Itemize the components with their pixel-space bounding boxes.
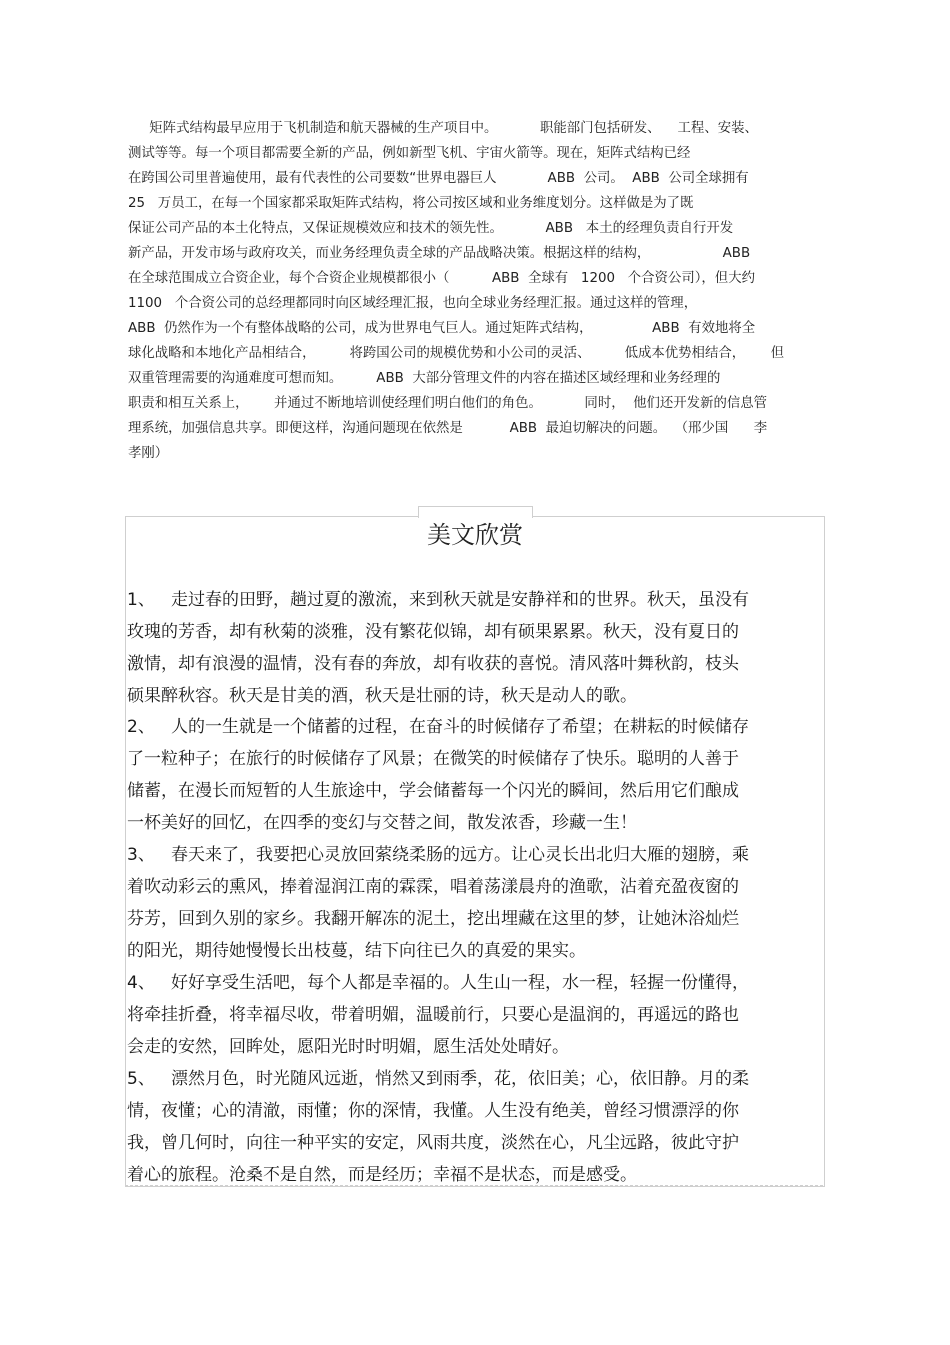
- intro-line: 在全球范围成立合资企业，每个合资企业规模都很小（ ABB 全球有 1200 个合资公司），但大约: [128, 271, 755, 286]
- essay-line: 情，夜懂；心的清澈，雨懂；你的深情，我懂。人生没有绝美，曾经习惯漂浮的你: [127, 1101, 739, 1121]
- essay-line: 4、 好好享受生活吧，每个人都是幸福的。人生山一程，水一程，轻握一份懂得，: [127, 973, 750, 993]
- intro-line: 矩阵式结构最早应用于飞机制造和航天器械的生产项目中。 职能部门包括研发、 工程、安装、: [128, 121, 758, 136]
- intro-line: 理系统，加强信息共享。即便这样，沟通问题现在依然是 ABB 最迫切解决的问题。 （邢少国 李: [128, 421, 768, 436]
- essay-line: 会走的安然，回眸处，愿阳光时时明媚，愿生活处处晴好。: [127, 1037, 569, 1057]
- intro-line: 新产品，开发市场与政府攻关，而业务经理负责全球的产品战略决策。根据这样的结构， ABB: [128, 246, 751, 261]
- essay-line: 的阳光，期待她慢慢长出枝蔓，结下向往已久的真爱的果实。: [127, 941, 586, 961]
- essay-line: 1、 走过春的田野，趟过夏的激流，来到秋天就是安静祥和的世界。秋天，虽没有: [127, 590, 750, 610]
- intro-line: 测试等等。每一个项目都需要全新的产品，例如新型飞机、宇宙火箭等。现在，矩阵式结构已经: [128, 146, 691, 161]
- intro-line: 球化战略和本地化产品相结合， 将跨国公司的规模优势和小公司的灵活、 低成本优势相结合， 但: [128, 346, 785, 361]
- essay-line: 玫瑰的芳香，却有秋菊的淡雅，没有繁花似锦，却有硕果累累。秋天，没有夏日的: [127, 622, 739, 642]
- intro-line: ABB 仍然作为一个有整体战略的公司，成为世界电气巨人。通过矩阵式结构， ABB 有效地将全: [128, 321, 756, 336]
- essay-line: 激情，却有浪漫的温情，没有春的奔放，却有收获的喜悦。清风落叶舞秋韵，枝头: [127, 654, 739, 674]
- box-bottom-divider: [125, 1185, 823, 1186]
- essay-line: 我，曾几何时，向往一种平实的安定，风雨共度，淡然在心，凡尘远路，彼此守护: [127, 1133, 739, 1153]
- essay-line: 着吹动彩云的熏风，捧着湿润江南的霖霂，唱着荡漾晨舟的渔歌，沾着充盈夜窗的: [127, 877, 739, 897]
- essay-line: 5、 漂然月色，时光随风远逝，悄然又到雨季，花，依旧美；心，依旧静。月的柔: [127, 1069, 750, 1089]
- essay-line: 了一粒种子；在旅行的时候储存了风景；在微笑的时候储存了快乐。聪明的人善于: [127, 749, 739, 769]
- essay-line: 硕果醉秋容。秋天是甘美的酒，秋天是壮丽的诗，秋天是动人的歌。: [127, 686, 637, 706]
- essay-line: 着心的旅程。沧桑不是自然，而是经历；幸福不是状态，而是感受。: [127, 1165, 637, 1185]
- essay-line: 一杯美好的回忆，在四季的变幻与交替之间，散发浓香，珍藏一生！: [127, 813, 637, 833]
- box-tab: [418, 506, 533, 518]
- essay-line: 芬芳，回到久别的家乡。我翻开解冻的泥土，挖出埋藏在这里的梦，让她沐浴灿烂: [127, 909, 739, 929]
- intro-line: 职责和相互关系上， 并通过不断地培训使经理们明白他们的角色。 同时， 他们还开发新的信息管: [128, 396, 768, 411]
- intro-line: 25 万员工，在每一个国家都采取矩阵式结构，将公司按区域和业务维度划分。这样做是为了既: [128, 196, 694, 211]
- intro-line: 1100 个合资公司的总经理都同时向区域经理汇报，也向全球业务经理汇报。通过这样的管理，: [128, 296, 698, 311]
- intro-line: 保证公司产品的本土化特点，又保证规模效应和技术的领先性。 ABB 本土的经理负责自行开发: [128, 221, 734, 236]
- essay-line: 将牵挂折叠，将幸福尽收，带着明媚，温暖前行，只要心是温润的，再遥远的路也: [127, 1005, 739, 1025]
- intro-line: 双重管理需要的沟通难度可想而知。 ABB 大部分管理文件的内容在描述区域经理和业务经理的: [128, 371, 721, 386]
- essay-line: 2、 人的一生就是一个储蓄的过程，在奋斗的时候储存了希望；在耕耘的时候储存: [127, 717, 750, 737]
- essay-line: 3、 春天来了，我要把心灵放回萦绕柔肠的远方。让心灵长出北归大雁的翅膀，乘: [127, 845, 750, 865]
- essay-line: 储蓄，在漫长而短暂的人生旅途中，学会储蓄每一个闪光的瞬间，然后用它们酿成: [127, 781, 739, 801]
- intro-line: 孝刚）: [128, 446, 169, 461]
- intro-line: 在跨国公司里普遍使用，最有代表性的公司要数“世界电器巨人 ABB 公司。 ABB 公司全球拥有: [128, 171, 749, 186]
- box-title: 美文欣赏: [427, 521, 523, 549]
